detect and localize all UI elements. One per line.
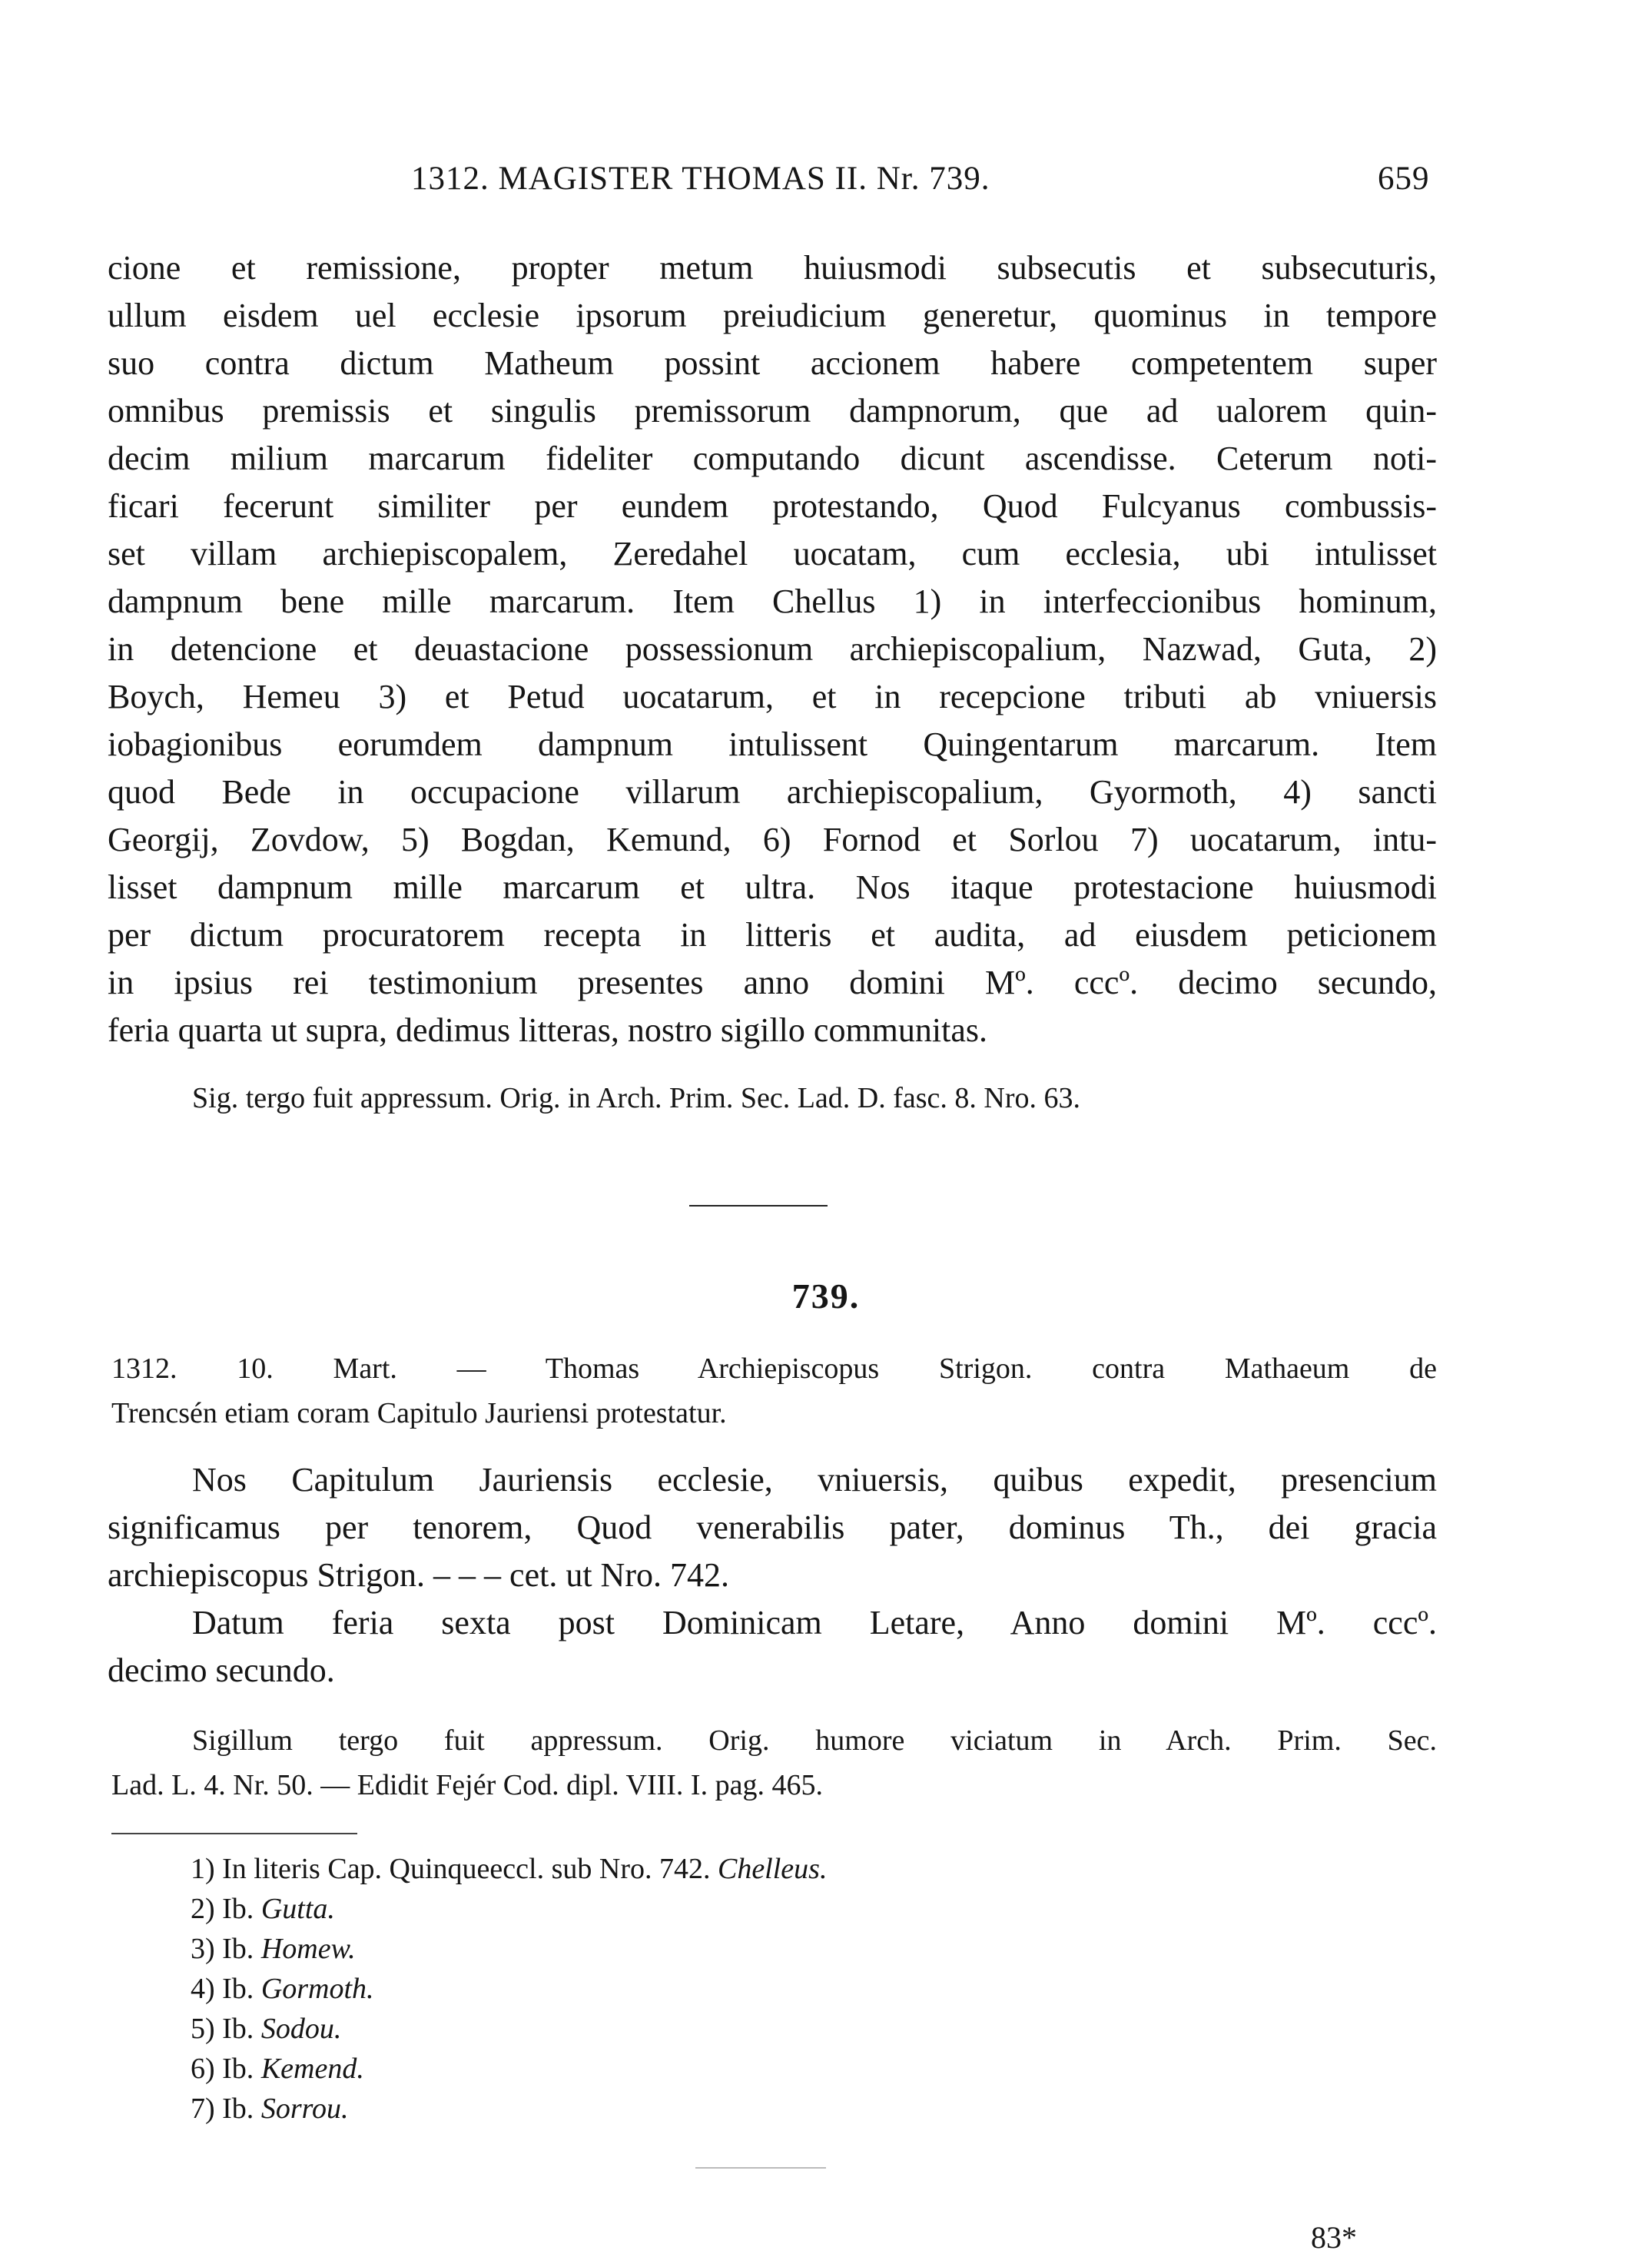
- doc-line: significamus per tenorem, Quod venerabilis pater, dominus Th., dei gracia: [108, 1509, 1437, 1546]
- source-note-line: Lad. L. 4. Nr. 50. — Edidit Fejér Cod. dipl. VIII. I. pag. 465.: [111, 1769, 823, 1801]
- doc-line: Datum feria sexta post Dominicam Letare, Anno domini Mº. cccº.: [192, 1604, 1437, 1641]
- footnote: [191, 2052, 364, 2086]
- body-line: in ipsius rei testimonium presentes anno domini Mº. cccº. decimo secundo,: [108, 964, 1437, 1001]
- source-note: Sig. tergo fuit appressum. Orig. in Arch. Prim. Sec. Lad. D. fasc. 8. Nro. 63.: [192, 1082, 1081, 1114]
- footnote: [191, 1892, 335, 1926]
- body-line: dampnum bene mille marcarum. Item Chellus 1) in interfeccionibus hominum,: [108, 583, 1437, 620]
- body-line: decim milium marcarum fideliter computando dicunt ascendisse. Ceterum noti-: [108, 440, 1437, 477]
- footnote-text: Ib.: [222, 1893, 254, 1925]
- footnote-text: In literis Cap. Quinqueeccl. sub Nro. 742.: [222, 1853, 711, 1885]
- source-note-line: Sigillum tergo fuit appressum. Orig. humore viciatum in Arch. Prim. Sec.: [192, 1724, 1437, 1757]
- footnote-text: Ib.: [222, 2013, 254, 2045]
- body-line: ullum eisdem uel ecclesie ipsorum preiudicium generetur, quominus in tempore: [108, 297, 1437, 334]
- footnote: [191, 1932, 356, 1966]
- body-line: Boych, Hemeu 3) et Petud uocatarum, et in recepcione tributi ab vniuersis: [108, 678, 1437, 715]
- footnote-reading: Kemend.: [260, 2053, 364, 2085]
- footnote-text: Ib.: [222, 1973, 254, 2005]
- running-head-title: 1312. MAGISTER THOMAS II. Nr. 739.: [411, 161, 990, 197]
- doc-line: Nos Capitulum Jauriensis ecclesie, vniuersis, quibus expedit, presencium: [192, 1461, 1437, 1499]
- signature-mark: 83*: [1311, 2220, 1357, 2255]
- body-line: suo contra dictum Matheum possint accionem habere competentem super: [108, 344, 1437, 382]
- section-divider: [689, 1205, 828, 1207]
- faint-mark: [695, 2167, 826, 2169]
- body-line: lisset dampnum mille marcarum et ultra. Nos itaque protestacione huiusmodi: [108, 868, 1437, 906]
- footnote-reading: Sodou.: [260, 2013, 342, 2045]
- regest-line: Trencsén etiam coram Capitulo Jauriensi protestatur.: [111, 1397, 727, 1429]
- footnote-rule: [111, 1833, 357, 1834]
- footnote-mark: 7): [191, 2093, 215, 2125]
- page-number: 659: [1378, 161, 1430, 197]
- body-line: iobagionibus eorumdem dampnum intulissent Quingentarum marcarum. Item: [108, 725, 1437, 763]
- footnote-mark: 5): [191, 2013, 215, 2045]
- footnote-mark: 6): [191, 2053, 215, 2085]
- footnote-mark: 3): [191, 1933, 215, 1965]
- footnote: [191, 2012, 341, 2046]
- footnote-mark: 4): [191, 1973, 215, 2005]
- footnote-mark: 1): [191, 1853, 215, 1885]
- footnote: [191, 2092, 348, 2126]
- footnote-text: Ib.: [222, 2093, 254, 2125]
- footnote: [191, 1852, 827, 1886]
- document-number: 739.: [791, 1276, 861, 1316]
- body-line: in detencione et deuastacione possessionum archiepiscopalium, Nazwad, Guta, 2): [108, 630, 1437, 668]
- footnote-reading: Gutta.: [260, 1893, 335, 1925]
- footnote-mark: 2): [191, 1893, 215, 1925]
- body-line: ficari fecerunt similiter per eundem protestando, Quod Fulcyanus combussis-: [108, 487, 1437, 525]
- body-line: quod Bede in occupacione villarum archiepiscopalium, Gyormoth, 4) sancti: [108, 773, 1437, 811]
- regest-line: 1312. 10. Mart. — Thomas Archiepiscopus Strigon. contra Mathaeum de: [111, 1353, 1437, 1385]
- footnote-text: Ib.: [222, 1933, 254, 1965]
- body-line: feria quarta ut supra, dedimus litteras, nostro sigillo communitas.: [108, 1011, 987, 1049]
- footnote-reading: Gormoth.: [260, 1973, 374, 2005]
- body-line: Georgij, Zovdow, 5) Bogdan, Kemund, 6) Fornod et Sorlou 7) uocatarum, intu-: [108, 821, 1437, 858]
- doc-line: decimo secundo.: [108, 1651, 335, 1689]
- footnote-reading: Sorrou.: [260, 2093, 349, 2125]
- body-line: cione et remissione, propter metum huiusmodi subsecutis et subsecuturis,: [108, 249, 1437, 287]
- footnote-reading: Homew.: [260, 1933, 356, 1965]
- footnote: [191, 1972, 374, 2006]
- footnote-text: Ib.: [222, 2053, 254, 2085]
- footnote-reading: Chelleus.: [717, 1853, 828, 1885]
- body-line: omnibus premissis et singulis premissorum dampnorum, que ad ualorem quin-: [108, 392, 1437, 430]
- doc-line: archiepiscopus Strigon. – – – cet. ut Nro. 742.: [108, 1556, 729, 1594]
- body-line: set villam archiepiscopalem, Zeredahel uocatam, cum ecclesia, ubi intulisset: [108, 535, 1437, 573]
- body-line: per dictum procuratorem recepta in litteris et audita, ad eiusdem peticionem: [108, 916, 1437, 954]
